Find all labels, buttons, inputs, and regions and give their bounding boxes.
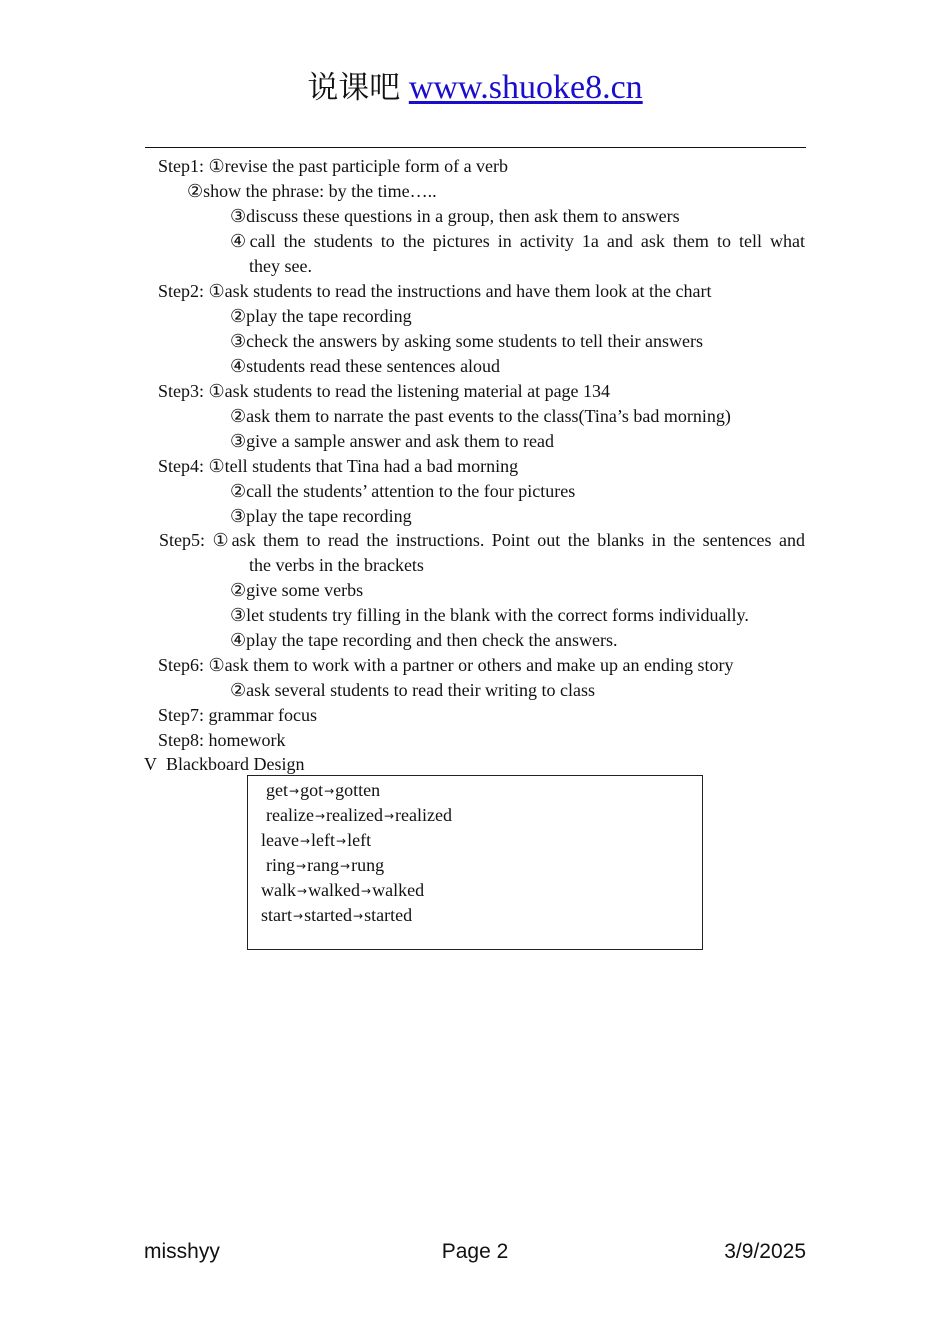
step8: Step8: homework <box>158 730 286 750</box>
verb-base: realize <box>266 805 314 825</box>
arrow-right-icon: → <box>314 809 326 823</box>
step6-item1: ①ask them to work with a partner or others and make up an ending story <box>208 655 734 675</box>
step5-line1 <box>159 528 805 553</box>
step1-item4: ④call the students to the pictures in activity 1a and ask them to tell what <box>230 231 805 251</box>
arrow-right-icon: → <box>293 909 304 923</box>
step3-item3: ③give a sample answer and ask them to read <box>230 431 555 451</box>
arrow-right-icon: → <box>296 859 307 873</box>
arrow-right-icon: → <box>336 834 347 848</box>
step5-item4: ④play the tape recording and then check the answers. <box>230 630 618 650</box>
step1-item2: ②show the phrase: by the time….. <box>187 181 437 201</box>
blackboard-row <box>261 878 424 904</box>
step1-label: Step1: <box>158 156 209 176</box>
header-divider <box>145 147 806 148</box>
step3-line1 <box>158 379 610 404</box>
step6-label: Step6: <box>158 655 209 675</box>
page-header <box>0 66 950 110</box>
verb-past: walked <box>308 880 361 900</box>
section-v-heading <box>144 752 304 777</box>
step6-item2: ②ask several students to read their writing to class <box>230 680 596 700</box>
verb-participle: left <box>347 830 372 850</box>
arrow-right-icon: → <box>340 859 351 873</box>
blackboard-row <box>266 778 380 804</box>
step2-item4: ④students read these sentences aloud <box>230 356 501 376</box>
blackboard-row <box>266 853 384 879</box>
step1-item1: ①revise the past participle form of a verb <box>208 156 509 176</box>
verb-participle: gotten <box>335 780 381 800</box>
site-url-link[interactable]: www.shuoke8.cn <box>408 69 643 106</box>
step2-line1 <box>158 279 712 304</box>
arrow-right-icon: → <box>353 909 364 923</box>
step1-line1 <box>158 154 508 179</box>
step7: Step7: grammar focus <box>158 705 317 725</box>
step5-item1: ①ask them to read the instructions. Point out the blanks in the sentences and <box>212 530 805 550</box>
verb-past: started <box>304 905 353 925</box>
step2-label: Step2: <box>158 281 209 301</box>
blackboard-row <box>266 803 452 829</box>
verb-base: ring <box>266 855 295 875</box>
verb-participle: rung <box>351 855 385 875</box>
step5-label: Step5: <box>159 530 213 550</box>
step2-item3: ③check the answers by asking some students to tell their answers <box>230 331 704 351</box>
verb-participle: realized <box>395 805 452 825</box>
step5-item2: ②give some verbs <box>230 580 364 600</box>
section-v-title: Blackboard Design <box>166 754 305 774</box>
verb-participle: started <box>364 905 413 925</box>
arrow-right-icon: → <box>324 784 335 798</box>
blackboard-design-box <box>247 775 703 950</box>
blackboard-row <box>261 903 412 929</box>
step4-item2: ②call the students’ attention to the four pictures <box>230 481 576 501</box>
step5-item3: ③let students try filling in the blank with the correct forms individually. <box>230 605 749 625</box>
verb-participle: walked <box>372 880 425 900</box>
step3-item2: ②ask them to narrate the past events to the class(Tina’s bad morning) <box>230 406 731 426</box>
arrow-right-icon: → <box>297 884 308 898</box>
step1-item4-cont: they see. <box>249 256 312 276</box>
step2-item2: ②play the tape recording <box>230 306 412 326</box>
blackboard-row <box>261 828 371 854</box>
step1-item3: ③discuss these questions in a group, then ask them to answers <box>230 206 680 226</box>
arrow-right-icon: → <box>289 784 300 798</box>
site-name: 说课吧 <box>307 70 401 106</box>
step3-label: Step3: <box>158 381 209 401</box>
verb-past: realized <box>326 805 383 825</box>
verb-past: rang <box>307 855 340 875</box>
section-v-numeral: V <box>144 754 157 774</box>
verb-base: get <box>266 780 288 800</box>
verb-base: leave <box>261 830 299 850</box>
step2-item1: ①ask students to read the instructions and have them look at the chart <box>208 281 712 301</box>
footer-author: misshyy <box>144 1240 220 1263</box>
verb-past: got <box>300 780 324 800</box>
step4-line1 <box>158 454 518 479</box>
step4-label: Step4: <box>158 456 209 476</box>
step4-item3: ③play the tape recording <box>230 506 412 526</box>
arrow-right-icon: → <box>299 834 311 848</box>
footer-date: 3/9/2025 <box>724 1240 806 1263</box>
step5-item1-cont: the verbs in the brackets <box>249 555 424 575</box>
arrow-right-icon: → <box>361 884 372 898</box>
step4-item1: ①tell students that Tina had a bad morning <box>208 456 519 476</box>
step6-line1 <box>158 653 734 678</box>
verb-base: start <box>261 905 292 925</box>
verb-past: left <box>311 830 336 850</box>
verb-base: walk <box>261 880 296 900</box>
footer-page-number: Page 2 <box>441 1240 509 1263</box>
step3-item1: ①ask students to read the listening material at page 134 <box>208 381 611 401</box>
arrow-right-icon: → <box>383 809 395 823</box>
